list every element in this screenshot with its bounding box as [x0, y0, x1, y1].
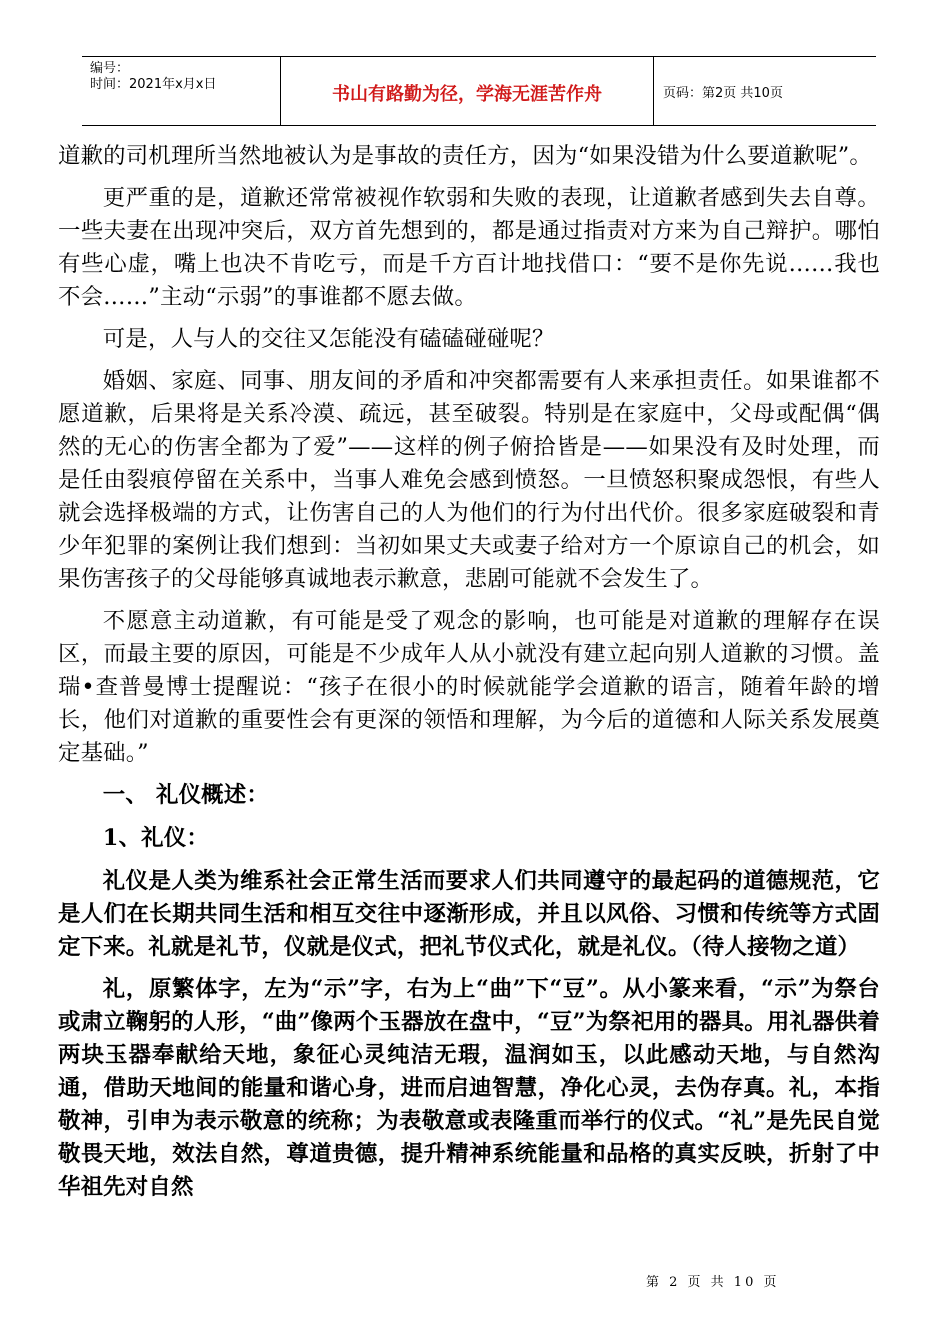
header-meta-cell: [82, 57, 280, 125]
paragraph-1: 道歉的司机理所当然地被认为是事故的责任方，因为“如果没错为什么要道歉呢”。: [58, 143, 872, 169]
page-header: [82, 56, 876, 126]
section-heading-1: 一、 礼仪概述：: [102, 782, 269, 808]
paragraph-5: 不愿意主动道歉，有可能是受了观念的影响，也可能是对道歉的理解存在误区，而最主要的原因，可能是不少成年人从小就没有建立起向别人道歉的习惯。盖瑞•查普曼博士提醒说：“孩子在很小的时候就能学会道歉的语言，随着年龄的增长，他们对道歉的重要性会有更深的领悟和理解，为今后的道德和人际关系发展奠定基础。”: [58, 608, 880, 766]
document-body: [58, 140, 880, 1213]
time-label: 时间：2021年x月x日: [90, 77, 217, 92]
paragraph-4: 婚姻、家庭、同事、朋友间的矛盾和冲突都需要有人来承担责任。如果谁都不愿道歉，后果将是关系冷漠、疏远，甚至破裂。特别是在家庭中，父母或配偶“偶然的无心的伤害全都为了爱”——这样的例子俯拾皆是——如果没有及时处理，而是任由裂痕停留在关系中，当事人难免会感到愤怒。一旦愤怒积聚成怨恨，有些人就会选择极端的方式，让伤害自己的人为他们的行为付出代价。很多家庭破裂和青少年犯罪的案例让我们想到：当初如果丈夫或妻子给对方一个原谅自己的机会，如果伤害孩子的父母能够真诚地表示歉意，悲剧可能就不会发生了。: [58, 368, 880, 592]
paragraph-6: 礼仪是人类为维系社会正常生活而要求人们共同遵守的最起码的道德规范，它是人们在长期共同生活和相互交往中逐渐形成，并且以风俗、习惯和传统等方式固定下来。礼就是礼节，仪就是仪式，把礼节仪式化，就是礼仪。（待人接物之道）: [58, 868, 880, 960]
header-page-info: 页码：第2页 共10页: [663, 86, 783, 101]
header-motto-cell: [280, 57, 654, 125]
paragraph-2: 更严重的是，道歉还常常被视作软弱和失败的表现，让道歉者感到失去自尊。一些夫妻在出现冲突后，双方首先想到的，都是通过指责对方来为自己辩护。哪怕有些心虚，嘴上也决不肯吃亏，而是千方百计地找借口：“要不是你先说……我也不会……”主动“示弱”的事谁都不愿去做。: [58, 185, 880, 310]
subsection-heading-1: 1、礼仪：: [102, 825, 209, 851]
paragraph-7: 礼，原繁体字，左为“示”字，右为上“曲”下“豆”。从小篆来看，“示”为祭台或肃立鞠躬的人形，“曲”像两个玉器放在盘中，“豆”为祭祀用的器具。用礼器供着两块玉器奉献给天地，象征心灵纯洁无瑕，温润如玉，以此感动天地，与自然沟通，借助天地间的能量和谐心身，进而启迪智慧，净化心灵，去伪存真。礼，本指敬神，引申为表示敬意的统称；为表敬意或表隆重而举行的仪式。“礼”是先民自觉敬畏天地，效法自然，尊道贵德，提升精神系统能量和品格的真实反映，折射了中华祖先对自然: [58, 976, 880, 1200]
paragraph-3: 可是，人与人的交往又怎能没有磕磕碰碰呢？: [102, 326, 555, 352]
header-motto: 书山有路勤为径，学海无涯苦作舟: [332, 84, 602, 105]
footer-page-number: 第 2 页 共 10 页: [646, 1275, 780, 1290]
doc-number-label: 编号：: [90, 61, 130, 76]
header-page-cell: [653, 57, 876, 125]
